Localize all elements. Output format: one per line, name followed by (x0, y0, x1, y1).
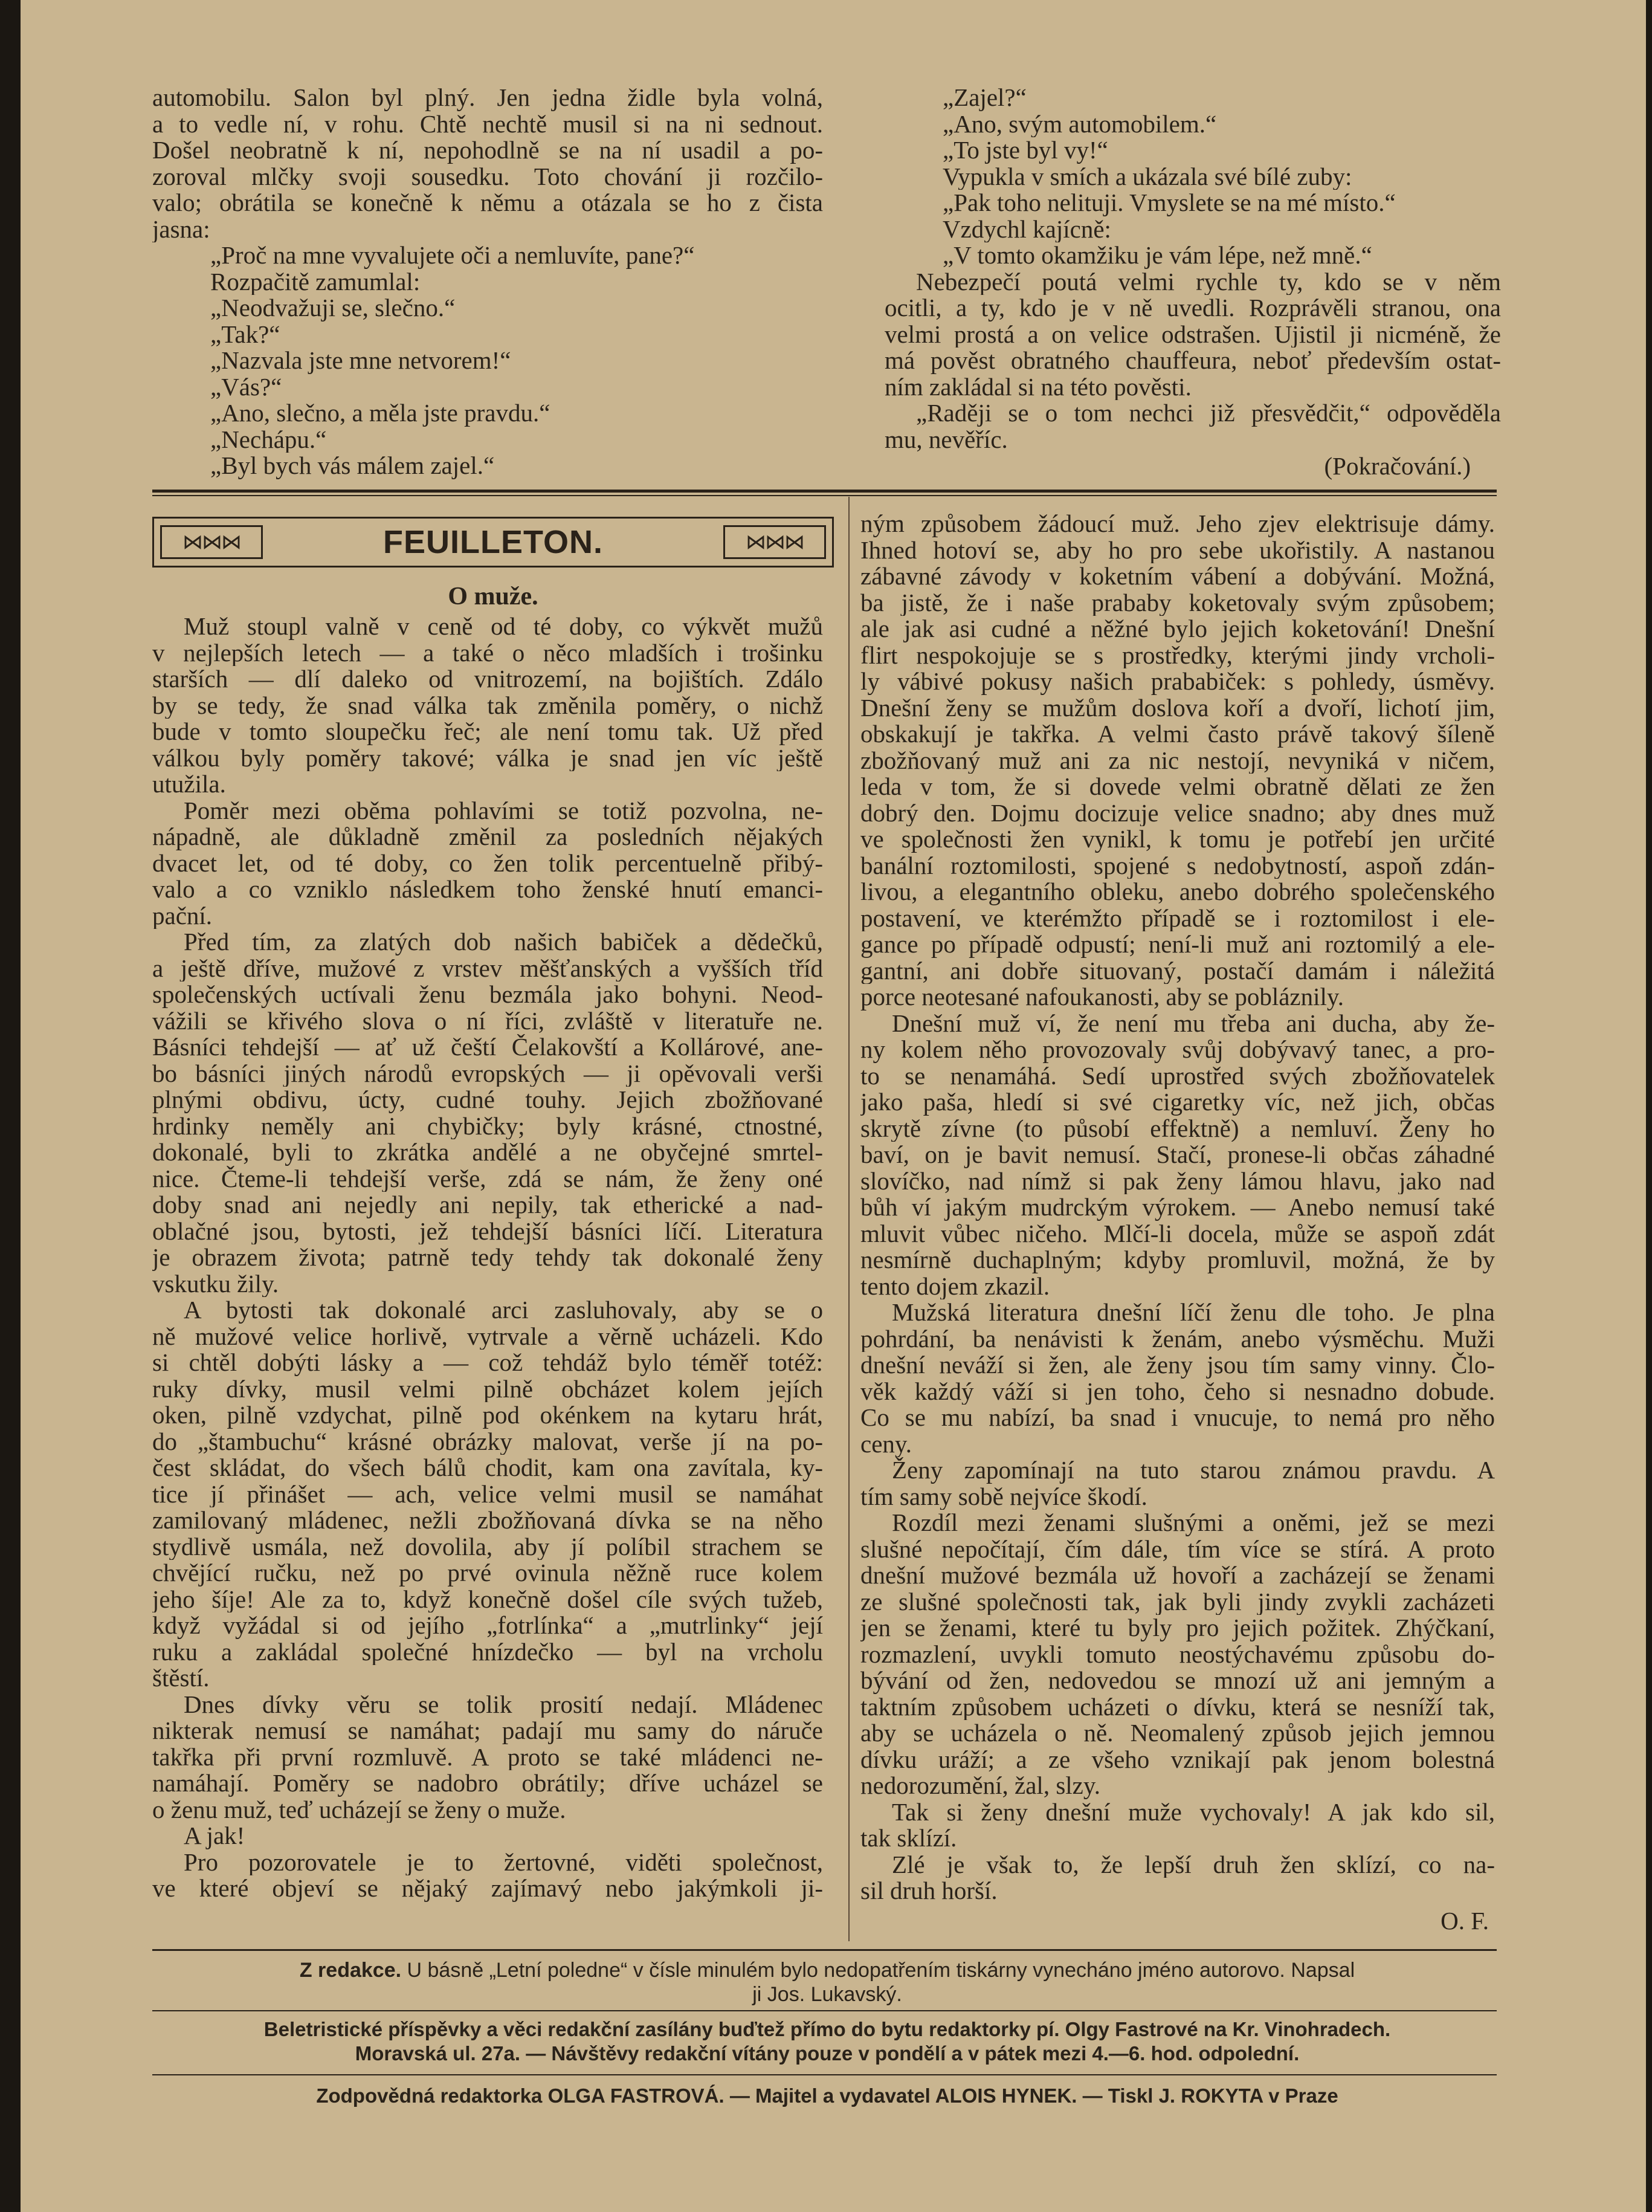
imprint (178, 2084, 1477, 2108)
ornament-left-icon: ⋈⋈⋈ (160, 525, 263, 559)
feuilleton-right-line: gantní, ani dobře situovaný, postačí damám i náležitá (860, 957, 1495, 984)
story-right-line: Nebezpečí poutá velmi rychle ty, kdo se v něm (916, 268, 1501, 295)
feuilleton-right-line: dnešní mužové bezmála už hovoří a zacházejí se ženami (860, 1562, 1495, 1589)
feuilleton-right-line: jen se ženami, které tu byly pro jejich požitek. Zhýčkaní, (860, 1615, 1495, 1641)
feuilleton-right-line: Ihned hotoví se, aby ho pro sebe ukořistily. A nastanou (860, 537, 1495, 563)
feuilleton-right-line: věk každý váží si jen toho, čeho si nesnadno dobude. (860, 1378, 1495, 1405)
feuilleton-right-line: nedorozumění, žal, slzy. (860, 1773, 1100, 1799)
feuilleton-left-line: valo a co vzniklo následkem toho ženské hnutí emanci- (152, 876, 823, 903)
feuilleton-right-line: banální roztomilosti, spojené s nedobytností, aspoň zdán- (860, 852, 1495, 879)
newspaper-page (21, 0, 1646, 2212)
story-left-line: „Proč na mne vyvalujete oči a nemluvíte, pane?“ (210, 242, 695, 269)
ornament-right-icon: ⋈⋈⋈ (723, 525, 826, 559)
feuilleton-left-line: Poměr mezi oběma pohlavími se totiž pozvolna, ne- (184, 797, 823, 824)
feuilleton-right-line: flirt nespokojuje se s prostředky, kterými jindy vrcholi- (860, 642, 1495, 668)
article-title: O muže. (448, 583, 538, 610)
story-right-line: má pověst obratného chauffeura, neboť především ostat- (885, 348, 1501, 374)
feuilleton-left-line: válkou byly poměry takové; válka je snad jen víc ještě (152, 745, 823, 771)
feuilleton-left-line: namáhají. Poměry se nadobro obrátily; dříve ucházel se (152, 1770, 823, 1797)
editorial-note-line2: ji Jos. Lukavský. (752, 1983, 902, 2006)
feuilleton-right-line: ba jistě, že i naše prababy koketovaly svým způsobem; (860, 589, 1495, 616)
feuilleton-left-line: nice. Čteme-li tehdejší verše, zdá se nám, že ženy oné (152, 1165, 823, 1192)
feuilleton-right-line: gance po případě odpustí; není-li muž ani roztomilý a ele- (860, 931, 1495, 958)
feuilleton-right-line: ve společnosti žen vynikl, k tomu je potřebí jen určité (860, 826, 1495, 853)
feuilleton-right-line: pohrdání, ba nenávisti k ženám, anebo výsměchu. Muži (860, 1325, 1495, 1352)
signature (1380, 1908, 1489, 1935)
feuilleton-left-line: nikterak nemusí se namáhat; padají mu samy do náruče (152, 1718, 823, 1744)
story-left-line: „Byl bych vás málem zajel.“ (210, 453, 495, 479)
feuilleton-left-line: do „štambuchu“ krásné obrázky malovat, verše jí na po- (152, 1428, 823, 1455)
story-right-line: „V tomto okamžiku je vám lépe, než mně.“ (943, 242, 1372, 269)
feuilleton-left-line: A bytosti tak dokonalé arci zasluhovaly, aby se o (184, 1297, 823, 1324)
feuilleton-right-line: to se nenamáhá. Sedí uprostřed svých zbožňovatelek (860, 1062, 1495, 1089)
feuilleton-right-line: baví, on je bavit nemusí. Stačí, pronese-li občas záhadné (860, 1142, 1495, 1168)
feuilleton-right-line: zbožňovaný muž ani za nic nestojí, nevyniká v ničem, (860, 747, 1495, 774)
feuilleton-right-line: leda v tom, že si dovede velmi obratně dělati ze žen (860, 774, 1495, 800)
story-left-line: „Neodvažuji se, slečno.“ (210, 295, 456, 322)
feuilleton-right-line: bývání od žen, nedovedou se mnozí už ani jemným a (860, 1667, 1495, 1694)
section-title: FEUILLETON. (382, 524, 603, 560)
feuilleton-right-line: postavení, ve kterémžto případě se i roztomilost i ele- (860, 905, 1495, 931)
feuilleton-right-line: sil druh horší. (860, 1878, 998, 1904)
story-right-line: ním zakládal si na této pověsti. (885, 374, 1192, 400)
feuilleton-right-line: dívku uráží; a ze všeho vznikají pak jenom bolestná (860, 1746, 1495, 1773)
feuilleton-right-line: Zlé je však to, že lepší druh žen sklízí, co na- (892, 1851, 1495, 1878)
column-divider (848, 497, 850, 1941)
feuilleton-left-line: dvacet let, od té doby, co žen tolik percentuelně přibý- (152, 850, 823, 876)
story-left-line: Rozpačitě zamumlal: (210, 268, 421, 295)
feuilleton-left-line: chvějící ručku, než po prvé ovinula něžně ruce kolem (152, 1560, 823, 1586)
feuilleton-right-line: Mužská literatura dnešní líčí ženu dle toho. Je plna (892, 1299, 1495, 1326)
feuilleton-left-line: by se tedy, že snad válka tak změnila poměry, o nichž (152, 692, 823, 719)
serial-story-right-column (885, 85, 1501, 453)
continuation-note (1169, 453, 1471, 480)
feuilleton-left-line: vskutku žily. (152, 1270, 279, 1297)
feuilleton-left-line: stydlivě usmála, než dovolila, aby jí políbil strachem se (152, 1533, 823, 1560)
feuilleton-right-line: bůh ví jakým mudrckým výrokem. — Anebo nemusí také (860, 1194, 1495, 1221)
story-right-line: Vypukla v smích a ukázala své bílé zuby: (943, 163, 1352, 190)
story-right-line: „Raději se o tom nechci již přesvědčit,“ odpověděla (916, 400, 1501, 427)
feuilleton-left-line: a ještě dříve, mužové z vrstev měšťanských a vyšších tříd (152, 955, 823, 981)
feuilleton-right-column (860, 511, 1495, 1904)
story-left-line: zoroval mlčky svoji sousedku. Toto chování ji rozčilo- (152, 163, 823, 190)
editorial-note-label: Z redakce. (299, 1959, 402, 1982)
feuilleton-right-line: Tak si ženy dnešní muže vychovaly! A jak kdo sil, (892, 1799, 1495, 1825)
notes-divider-top (152, 1949, 1497, 1951)
feuilleton-left-line: A jak! (184, 1823, 245, 1849)
feuilleton-right-line: jako paša, hledí si své cigaretky víc, než jich, občas (860, 1089, 1495, 1116)
feuilleton-left-line: zamilovaný mládenec, nežli zbožňovaná dívka se na něho (152, 1507, 823, 1534)
feuilleton-right-line: Dnešní muž ví, že není mu třeba ani ducha, aby že- (892, 1010, 1495, 1036)
story-left-line: automobilu. Salon byl plný. Jen jedna židle byla volná, (152, 85, 823, 111)
feuilleton-left-line: utužila. (152, 771, 226, 798)
feuilleton-right-line: slovíčko, nad nímž si pak ženy lámou hlavu, jako nad (860, 1168, 1495, 1194)
story-left-line: valo; obrátila se konečně k němu a otázala se ho z čista (152, 190, 823, 216)
continuation-text: (Pokračování.) (1324, 452, 1471, 480)
contributions-line2: Moravská ul. 27a. — Návštěvy redakční vítány pouze v pondělí a v pátek mezi 4.—6. hod. odpolední. (355, 2042, 1300, 2065)
editorial-note (178, 1958, 1477, 2007)
story-left-line: „Vás?“ (210, 374, 282, 400)
story-left-line: „Nechápu.“ (210, 426, 327, 453)
contributions-note (178, 2017, 1477, 2066)
story-right-line: mu, nevěříc. (885, 426, 1008, 453)
feuilleton-right-line: Dnešní ženy se mužům doslova koří a dvoří, lichotí jim, (860, 694, 1495, 721)
feuilleton-right-line: ly vábivé pokusy našich prababiček: s pohledy, úsměvy. (860, 668, 1495, 695)
serial-story-left-column (152, 85, 823, 479)
feuilleton-left-line: hrdinky neměly ani chybičky; byly krásné, ctnostné, (152, 1113, 823, 1139)
notes-divider-middle (152, 2010, 1497, 2011)
feuilleton-left-line: nápadně, ale důkladně změnil za posledních nějakých (152, 824, 823, 850)
feuilleton-left-line: si chtěl dobýti lásky a — což tehdáž bylo téměř totéž: (152, 1350, 823, 1376)
feuilleton-left-line: ruky dívky, musil velmi pilně obcházet kolem jejích (152, 1376, 823, 1402)
feuilleton-right-line: Co se mu nabízí, ba snad i vnucuje, to nemá pro něho (860, 1405, 1495, 1431)
story-right-line: Vzdychl kajícně: (943, 216, 1111, 242)
story-left-line: a to vedle ní, v rohu. Chtě nechtě musil si na ni sednout. (152, 111, 823, 137)
feuilleton-right-line: dobrý den. Dojmu docizuje velice snadno; aby dnes muž (860, 800, 1495, 826)
notes-divider-bottom (152, 2074, 1497, 2075)
feuilleton-right-line: mluvit vůbec ničeho. Mlčí-li docela, může se aspoň zdát (860, 1220, 1495, 1247)
story-left-line: jasna: (152, 216, 210, 242)
story-left-line: „Tak?“ (210, 321, 280, 348)
feuilleton-right-line: tak sklízí. (860, 1825, 957, 1852)
feuilleton-right-line: taktním způsobem ucházeti o dívku, která se nesníží tak, (860, 1693, 1495, 1720)
feuilleton-left-line: štěstí. (152, 1665, 210, 1692)
feuilleton-left-line: Básníci tehdejší — ať už čeští Čelakovští a Kollárové, ane- (152, 1034, 823, 1061)
feuilleton-left-line: Pro pozorovatele je to žertovné, viděti společnost, (184, 1849, 823, 1875)
feuilleton-right-line: porce neotesané nafoukanosti, aby se pobláznily. (860, 984, 1344, 1011)
feuilleton-left-line: bo básníci jiných národů evropských — ji opěvovali verši (152, 1060, 823, 1087)
signature-text: O. F. (1441, 1907, 1489, 1935)
feuilleton-left-line: plnými obdivu, úcty, cudné touhy. Jejich zbožňované (152, 1087, 823, 1113)
feuilleton-left-line: vážili se křivého slova o ní říci, zvláště v literatuře ne. (152, 1007, 823, 1034)
feuilleton-right-line: ny kolem něho provozovaly svůj dobývavý tanec, a pro- (860, 1036, 1495, 1063)
feuilleton-right-line: tím samy sobě nejvíce škodí. (860, 1483, 1147, 1510)
feuilleton-left-line: o ženu muž, teď ucházejí se ženy o muže. (152, 1796, 566, 1823)
feuilleton-right-line: aby se ucházela o ně. Neomalený způsob jejich jemnou (860, 1720, 1495, 1747)
feuilleton-left-line: takřka při první rozmluvě. A proto se také mládenci ne- (152, 1744, 823, 1770)
feuilleton-right-line: ze slušné společnosti tak, jak byli jindy zvykli zacházeti (860, 1588, 1495, 1615)
feuilleton-right-line: obskakují je takřka. A velmi často právě takový šíleně (860, 721, 1495, 748)
feuilleton-right-line: Ženy zapomínají na tuto starou známou pravdu. A (892, 1457, 1495, 1484)
feuilleton-left-line: pační. (152, 902, 213, 929)
imprint-text: Zodpovědná redaktorka OLGA FASTROVÁ. — Majitel a vydavatel ALOIS HYNEK. — Tiskl J. ROKYTA v Praze (316, 2084, 1338, 2107)
feuilleton-left-line: dokonalé, byli to zkrátka andělé a ne obyčejné smrtel- (152, 1139, 823, 1166)
feuilleton-right-line: ceny. (860, 1431, 912, 1457)
feuilleton-right-line: ale jak asi cudné a něžné bylo jejich koketování! Dnešní (860, 616, 1495, 642)
feuilleton-right-line: Rozdíl mezi ženami slušnými a oněmi, jež se mezi (892, 1510, 1495, 1536)
story-right-line: velmi prostá a on velice odstrašen. Ujistil ji nicméně, že (885, 321, 1501, 348)
feuilleton-left-line: v nejlepších letech — a také o něco mladších i trošinku (152, 639, 823, 666)
story-right-line: „Pak toho nelituji. Vmyslete se na mé místo.“ (943, 190, 1396, 216)
story-left-line: „Nazvala jste mne netvorem!“ (210, 348, 511, 374)
feuilleton-left-line: ve které objeví se nějaký zajímavý nebo jakýmkoli ji- (152, 1875, 823, 1902)
section-divider (152, 490, 1497, 496)
story-right-line: „Ano, svým automobilem.“ (943, 111, 1217, 137)
feuilleton-left-line: oblačné jsou, bytosti, jež tehdejší básníci líčí. Literatura (152, 1218, 823, 1244)
story-left-line: Došel neobratně k ní, nepohodlně se na ní usadil a po- (152, 137, 823, 164)
feuilleton-right-line: nesmírně duchaplným; kdyby promluvil, možná, že by (860, 1247, 1495, 1273)
story-right-line: ocitli, a ty, kdo je v ně uvedli. Rozprávěli stranou, ona (885, 295, 1501, 322)
feuilleton-left-line: ně mužové velice horlivě, vytrvale a věrně ucházeli. Kdo (152, 1323, 823, 1350)
story-right-line: „Zajel?“ (943, 85, 1027, 111)
feuilleton-left-line: společenských uctívali ženu bezmála jako bohyni. Neod- (152, 981, 823, 1008)
feuilleton-left-line: čest skládat, do všech bálů chodit, kam ona zavítala, ky- (152, 1455, 823, 1481)
feuilleton-banner (152, 517, 834, 568)
feuilleton-right-line: slušné nepočítají, čím dále, tím více se stírá. A proto (860, 1536, 1495, 1562)
feuilleton-left-line: oken, pilně vzdychat, pilně pod okénkem na kytaru hrát, (152, 1402, 823, 1429)
contributions-line1: Beletristické příspěvky a věci redakční zasílány buďtež přímo do bytu redaktorky pí. Olgy Fastrové na Kr. Vinohradech. (263, 2018, 1391, 2040)
story-left-line: „Ano, slečno, a měla jste pravdu.“ (210, 400, 550, 427)
feuilleton-left-line: když vyžádal si od jejího „fotrlínka“ a „mutrlinky“ její (152, 1612, 823, 1639)
feuilleton-left-line: Muž stoupl valně v ceně od té doby, co výkvět mužů (184, 613, 823, 640)
feuilleton-left-line: Dnes dívky věru se tolik prosití nedají. Mládenec (184, 1691, 823, 1718)
feuilleton-right-line: livou, a elegantního obleku, anebo dobrého společenského (860, 879, 1495, 905)
feuilleton-right-line: dnešní neváží si žen, ale ženy jsou tím samy vinny. Člo- (860, 1352, 1495, 1379)
feuilleton-right-line: ným způsobem žádoucí muž. Jeho zjev elektrisuje dámy. (860, 511, 1495, 537)
feuilleton-left-column (152, 613, 823, 1902)
feuilleton-right-line: tento dojem zkazil. (860, 1273, 1050, 1299)
editorial-note-line1: U básně „Letní poledne“ v čísle minulém bylo nedopatřením tiskárny vynecháno jméno autorovo. Napsal (407, 1959, 1355, 1982)
feuilleton-right-line: rozmazlení, uvykli tomuto neostýchavému způsobu do- (860, 1641, 1495, 1667)
feuilleton-left-line: jeho šíje! Ale za to, když konečně došel cíle svých tužeb, (152, 1586, 823, 1612)
feuilleton-left-line: bude v tomto sloupečku řeč; ale není tomu tak. Už před (152, 719, 823, 745)
feuilleton-left-line: Před tím, za zlatých dob našich babiček a dědečků, (184, 929, 823, 956)
feuilleton-left-line: starších — dlí daleko od vnitrozemí, na bojištích. Zdálo (152, 666, 823, 693)
feuilleton-right-line: zábavné závody v koketním vábení a dobývání. Možná, (860, 563, 1495, 590)
feuilleton-left-line: tice jí přinášet — ach, velice velmi musil se namáhat (152, 1481, 823, 1507)
feuilleton-left-line: je obrazem života; patrně tedy tehdy tak dokonalé ženy (152, 1244, 823, 1271)
story-right-line: „To jste byl vy!“ (943, 137, 1108, 164)
feuilleton-left-line: ruku a zakládal společné hnízdečko — byl na vrcholu (152, 1638, 823, 1665)
feuilleton-right-line: skrytě zívne (to působí effektně) a nemluví. Ženy ho (860, 1115, 1495, 1142)
feuilleton-left-line: doby snad ani nejedly ani nepily, tak etherické a nad- (152, 1192, 823, 1218)
